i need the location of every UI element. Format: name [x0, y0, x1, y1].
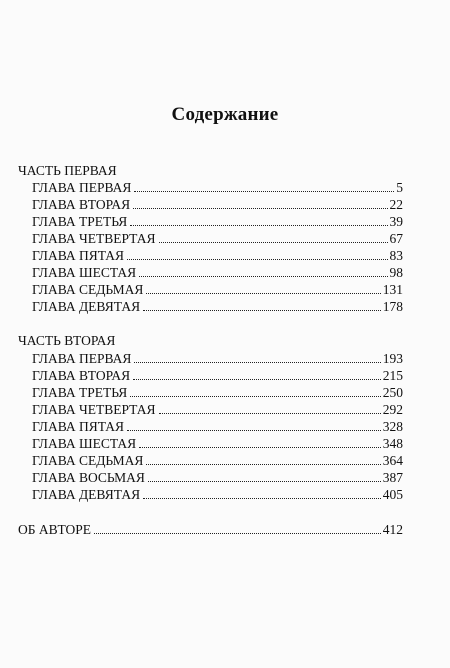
chapter-title: ГЛАВА ШЕСТАЯ: [32, 265, 137, 280]
dot-leader: [139, 446, 381, 448]
chapter-title: ГЛАВА ВОСЬМАЯ: [32, 470, 145, 485]
page-number: 131: [382, 282, 403, 297]
page-number: 364: [382, 453, 403, 468]
chapter-title: ГЛАВА ТРЕТЬЯ: [32, 385, 128, 400]
dot-leader: [143, 497, 381, 499]
chapter-title: ГЛАВА ПЕРВАЯ: [32, 180, 132, 195]
page-number: 348: [382, 436, 403, 451]
page-number: 215: [382, 368, 403, 383]
dot-leader: [146, 463, 380, 465]
chapter-title: ГЛАВА ПЯТАЯ: [32, 248, 125, 263]
chapter-title: ГЛАВА СЕДЬМАЯ: [32, 453, 144, 468]
page-number: 405: [382, 487, 403, 502]
page-number: 98: [389, 265, 403, 280]
page-number: 292: [382, 402, 403, 417]
part-heading: ЧАСТЬ ВТОРАЯ: [18, 333, 116, 348]
page-number: 412: [382, 522, 403, 537]
chapter-title: ГЛАВА ВТОРАЯ: [32, 368, 131, 383]
dot-leader: [139, 275, 387, 277]
chapter-title: ГЛАВА ШЕСТАЯ: [32, 436, 137, 451]
chapter-title: ГЛАВА ДЕВЯТАЯ: [32, 299, 141, 314]
page-number: 39: [389, 214, 403, 229]
dot-leader: [159, 241, 388, 243]
dot-leader: [94, 532, 381, 534]
dot-leader: [127, 258, 387, 260]
toc-entry: [32, 419, 403, 435]
page-number: 193: [382, 351, 403, 366]
toc-entry: [32, 248, 403, 264]
toc-entry: [32, 197, 403, 213]
part-heading: ЧАСТЬ ПЕРВАЯ: [18, 163, 117, 178]
toc-entry: [32, 487, 403, 503]
toc-entry: [18, 522, 403, 538]
toc-entry: [32, 299, 403, 315]
dot-leader: [133, 207, 387, 209]
toc-entry: [32, 265, 403, 281]
dot-leader: [148, 480, 381, 482]
dot-leader: [127, 429, 381, 431]
toc-entry: [32, 402, 403, 418]
chapter-title: ГЛАВА ДЕВЯТАЯ: [32, 487, 141, 502]
page-number: 5: [396, 180, 403, 195]
chapter-title: ГЛАВА ЧЕТВЕРТАЯ: [32, 231, 156, 246]
toc-entry: [32, 351, 403, 367]
dot-leader: [130, 395, 380, 397]
toc-entry: [32, 436, 403, 452]
page-number: 387: [382, 470, 403, 485]
chapter-title: ГЛАВА ПЕРВАЯ: [32, 351, 132, 366]
chapter-title: ГЛАВА ЧЕТВЕРТАЯ: [32, 402, 156, 417]
dot-leader: [130, 224, 387, 226]
page-number: 178: [382, 299, 403, 314]
toc-entry: [32, 180, 403, 196]
dot-leader: [133, 378, 381, 380]
chapter-title: ГЛАВА ПЯТАЯ: [32, 419, 125, 434]
page-number: 67: [389, 231, 403, 246]
page-number: 83: [389, 248, 403, 263]
toc-entry: [32, 368, 403, 384]
about-author-title: ОБ АВТОРЕ: [18, 522, 92, 537]
page-number: 22: [389, 197, 403, 212]
dot-leader: [134, 361, 380, 363]
page-number: 250: [382, 385, 403, 400]
toc-entry: [32, 470, 403, 486]
chapter-title: ГЛАВА СЕДЬМАЯ: [32, 282, 144, 297]
chapter-title: ГЛАВА ТРЕТЬЯ: [32, 214, 128, 229]
page-title: Содержание: [171, 104, 279, 125]
dot-leader: [143, 309, 381, 311]
chapter-title: ГЛАВА ВТОРАЯ: [32, 197, 131, 212]
toc-entry: [32, 453, 403, 469]
dot-leader: [134, 190, 394, 192]
dot-leader: [146, 292, 380, 294]
dot-leader: [159, 412, 381, 414]
page-number: 328: [382, 419, 403, 434]
toc-entry: [32, 282, 403, 298]
toc-entry: [32, 385, 403, 401]
toc-entry: [32, 231, 403, 247]
toc-entry: [32, 214, 403, 230]
